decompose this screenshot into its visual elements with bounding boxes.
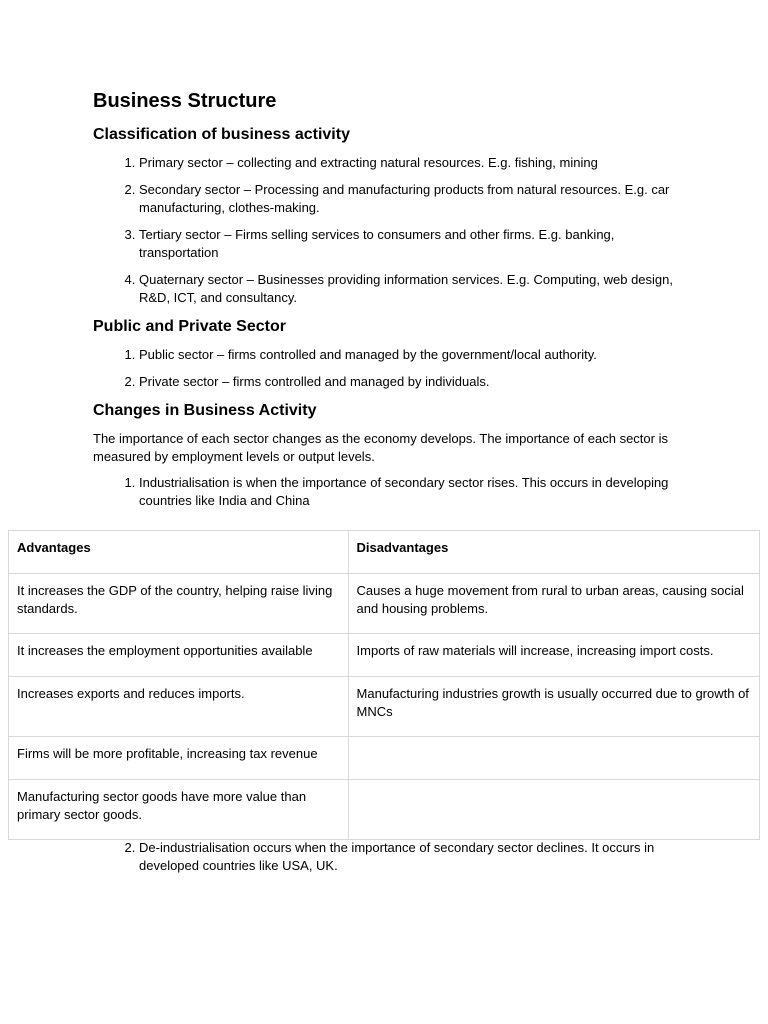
list-item: 1. Public sector – firms controlled and managed by the government/local authority. <box>139 346 683 364</box>
paragraph-changes: The importance of each sector changes as the economy develops. The importance of each sector is measured by employment levels or output levels. <box>93 431 668 464</box>
table-header-cell: Disadvantages <box>348 531 759 574</box>
table-row <box>9 634 760 677</box>
document-body <box>93 88 683 519</box>
advantages-disadvantages-table <box>8 530 760 840</box>
table-cell: Manufacturing sector goods have more value than primary sector goods. <box>9 780 349 840</box>
list-public-private <box>93 346 683 391</box>
heading-classification: Classification of business activity <box>93 126 350 143</box>
list-item: 2. Secondary sector – Processing and manufacturing products from natural resources. E.g. car manufacturing, clothes-making. <box>139 181 683 217</box>
list-item: 2. Private sector – firms controlled and managed by individuals. <box>139 373 683 391</box>
table-cell: Manufacturing industries growth is usually occurred due to growth of MNCs <box>348 677 759 737</box>
table-row <box>9 780 760 840</box>
table-row <box>9 574 760 634</box>
advantages-table-wrapper <box>8 530 760 840</box>
table-cell: It increases the GDP of the country, helping raise living standards. <box>9 574 349 634</box>
list-item: 1. Industrialisation is when the importance of secondary sector rises. This occurs in developing countries like India and China <box>139 474 683 510</box>
table-cell <box>348 780 759 840</box>
list-changes-2 <box>93 839 683 875</box>
table-cell: It increases the employment opportunities available <box>9 634 349 677</box>
table-cell <box>348 737 759 780</box>
table-header-cell: Advantages <box>9 531 349 574</box>
table-cell: Imports of raw materials will increase, increasing import costs. <box>348 634 759 677</box>
list-classification <box>93 154 683 307</box>
list-item: 2. De-industrialisation occurs when the importance of secondary sector declines. It occurs in developed countries like USA, UK. <box>139 839 683 875</box>
list-item: 4. Quaternary sector – Businesses providing information services. E.g. Computing, web design, R&D, ICT, and consultancy. <box>139 271 683 307</box>
table-cell: Firms will be more profitable, increasing tax revenue <box>9 737 349 780</box>
heading-changes: Changes in Business Activity <box>93 402 317 419</box>
list-changes-1 <box>93 474 683 510</box>
table-cell: Causes a huge movement from rural to urban areas, causing social and housing problems. <box>348 574 759 634</box>
table-cell: Increases exports and reduces imports. <box>9 677 349 737</box>
list-item: 1. Primary sector – collecting and extracting natural resources. E.g. fishing, mining <box>139 154 683 172</box>
heading-public-private: Public and Private Sector <box>93 318 286 335</box>
table-row <box>9 737 760 780</box>
document-body-continued <box>93 839 683 884</box>
list-item: 3. Tertiary sector – Firms selling services to consumers and other firms. E.g. banking, transportation <box>139 226 683 262</box>
table-header-row <box>9 531 760 574</box>
document-title: Business Structure <box>93 90 277 112</box>
table-row <box>9 677 760 737</box>
